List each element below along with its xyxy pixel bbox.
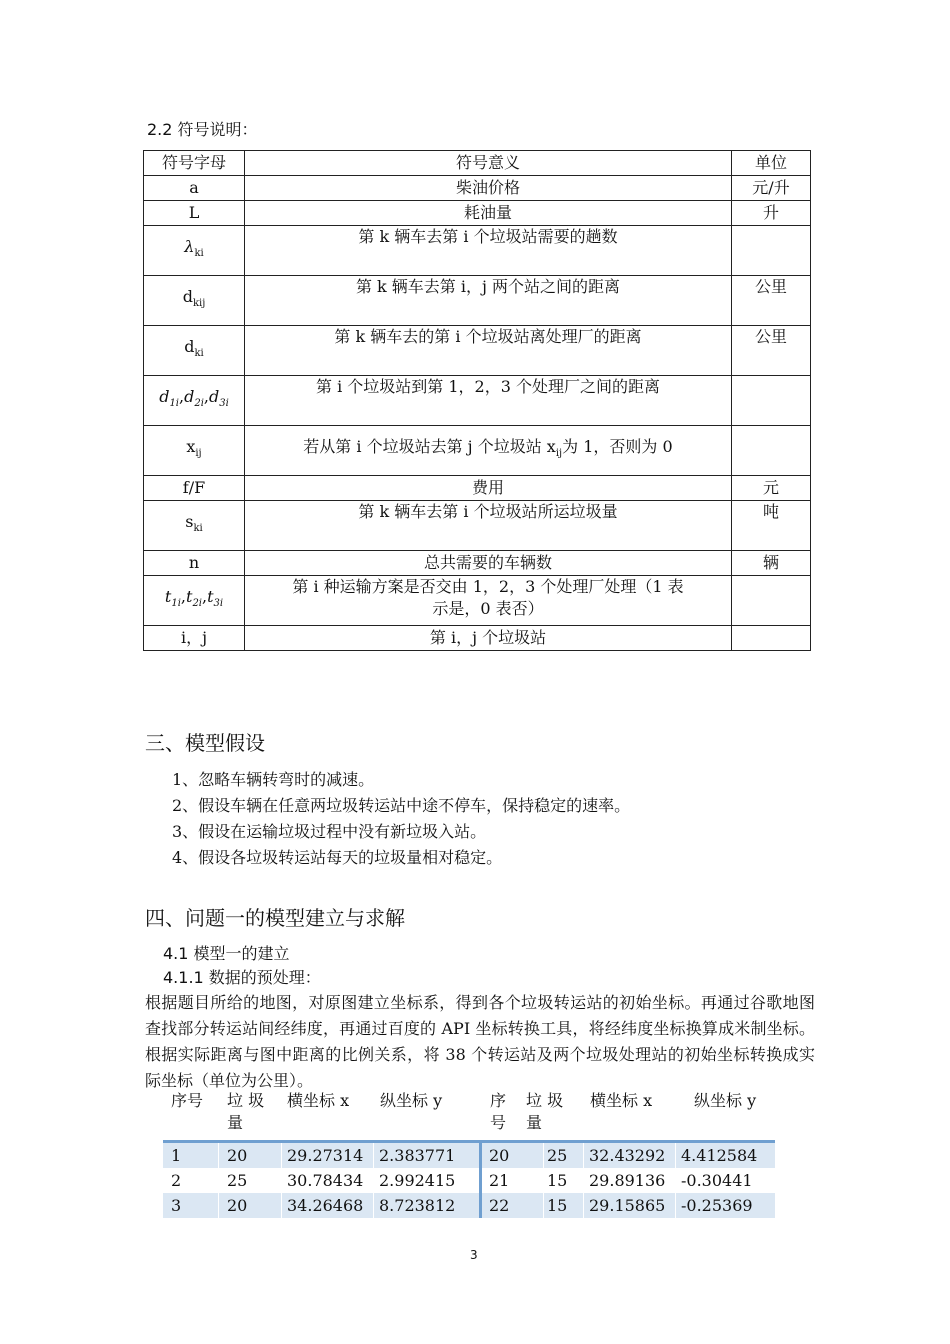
col-header-no: 序号 <box>171 1091 204 1110</box>
symbol-subscript: 3i <box>213 598 224 609</box>
unit-cell <box>732 626 811 651</box>
symbol-cell <box>144 501 245 551</box>
cell-y: -0.30441 <box>681 1171 753 1190</box>
meaning-cell: 第 i，j 个垃圾站 <box>245 626 732 651</box>
meaning-cell: 柴油价格 <box>245 176 732 201</box>
header-unit: 单位 <box>732 151 811 176</box>
meaning-cell: 第 k 辆车去第 i，j 两个站之间的距离 <box>245 276 732 326</box>
subsection-title: 4.1.1 数据的预处理： <box>163 968 321 987</box>
unit-cell: 吨 <box>732 501 811 551</box>
col-header-y: 纵坐标 y <box>380 1091 443 1110</box>
cell-y: 2.383771 <box>379 1146 456 1165</box>
cell-y: -0.25369 <box>681 1196 753 1215</box>
cell-amount: 15 <box>547 1171 568 1190</box>
symbol-cell <box>144 426 245 476</box>
cell-amount: 25 <box>227 1171 248 1190</box>
symbol-cell: n <box>144 551 245 576</box>
symbol-cell <box>144 226 245 276</box>
meaning-cell <box>245 576 732 626</box>
symbol-subscript: 2i <box>192 598 202 609</box>
cell-amount: 20 <box>227 1196 248 1215</box>
symbol-cell: $t_{1i},t_{2i},t_{3i}$ <box>144 576 245 626</box>
table-row <box>144 326 811 376</box>
meaning-line: 第 i 种运输方案是否交由 1，2，3 个处理厂处理（1 表 <box>292 577 684 596</box>
body-paragraph: 根据题目所给的地图，对原图建立坐标系，得到各个垃圾转运站的初始坐标。再通过谷歌地图查找部分转运站间经纬度，再通过百度的 API 坐标转换工具，将经纬度坐标换算成米制坐标。根据实际距离与图中距离的比例关系，将 38 个转运站及两个垃圾处理站的初始坐标转换成实际坐标（单位为公里）。 <box>145 993 815 1090</box>
cell-y: 4.412584 <box>681 1146 758 1165</box>
symbol-base: x <box>186 437 196 456</box>
symbol-base: λ <box>184 237 195 256</box>
symbols-table <box>143 150 811 651</box>
symbol-cell: f/F <box>144 476 245 501</box>
unit-cell: 公里 <box>732 276 811 326</box>
table-row <box>144 626 811 651</box>
col-header-amount <box>227 1090 264 1134</box>
column-divider <box>675 1143 676 1218</box>
cell-no: 1 <box>171 1146 182 1165</box>
unit-cell: 公里 <box>732 326 811 376</box>
section-heading-2-2: 2.2 符号说明： <box>147 120 258 139</box>
cell-no: 2 <box>171 1171 182 1190</box>
unit-cell: 元/升 <box>732 176 811 201</box>
table-row <box>144 201 811 226</box>
header-symbol: 符号字母 <box>144 151 245 176</box>
symbol-base: d <box>184 387 195 406</box>
meaning-cell: 第 k 辆车去的第 i 个垃圾站离处理厂的距离 <box>245 326 732 376</box>
col-header-amount <box>526 1090 563 1134</box>
symbol-base: t <box>207 587 214 606</box>
col-header-line: 垃 圾 <box>227 1091 265 1110</box>
symbol-base: d <box>159 387 170 406</box>
col-header-line: 号 <box>490 1113 507 1132</box>
col-header-no <box>490 1090 506 1134</box>
col-header-line: 量 <box>526 1113 543 1132</box>
col-header-y: 纵坐标 y <box>694 1091 757 1110</box>
meaning-cell <box>245 426 732 476</box>
unit-cell <box>732 426 811 476</box>
col-header-x: 横坐标 x <box>590 1091 653 1110</box>
symbol-cell: i，j <box>144 626 245 651</box>
section-title-assumptions: 三、模型假设 <box>145 731 265 755</box>
symbol-subscript: 1i <box>171 598 181 609</box>
column-divider <box>281 1143 282 1218</box>
cell-no: 21 <box>489 1171 510 1190</box>
col-header-line: 垃 圾 <box>526 1091 564 1110</box>
table-header-row <box>144 151 811 176</box>
table-row <box>144 226 811 276</box>
table-row <box>144 476 811 501</box>
header-meaning: 符号意义 <box>245 151 732 176</box>
assumption-item: 1、忽略车辆转弯时的减速。 <box>172 770 375 789</box>
cell-no: 3 <box>171 1196 182 1215</box>
cell-x: 30.78434 <box>287 1171 364 1190</box>
meaning-cell: 总共需要的车辆数 <box>245 551 732 576</box>
col-header-line: 序 <box>490 1091 507 1110</box>
table-row <box>144 551 811 576</box>
cell-x: 34.26468 <box>287 1196 364 1215</box>
meaning-cell: 第 k 辆车去第 i 个垃圾站需要的趟数 <box>245 226 732 276</box>
column-divider <box>583 1143 584 1218</box>
cell-no: 20 <box>489 1146 510 1165</box>
unit-cell <box>732 226 811 276</box>
meaning-cell: 耗油量 <box>245 201 732 226</box>
section-title-problem-one: 四、问题一的模型建立与求解 <box>145 906 405 930</box>
symbol-base: d <box>184 337 195 356</box>
cell-y: 2.992415 <box>379 1171 456 1190</box>
meaning-cell: 第 k 辆车去第 i 个垃圾站所运垃圾量 <box>245 501 732 551</box>
cell-x: 29.89136 <box>589 1171 666 1190</box>
table-row <box>144 176 811 201</box>
meaning-cell: 费用 <box>245 476 732 501</box>
symbol-cell: a <box>144 176 245 201</box>
symbol-cell: L <box>144 201 245 226</box>
symbol-base: t <box>186 587 193 606</box>
symbol-subscript: kij <box>192 298 206 309</box>
table-row <box>144 426 811 476</box>
subsection-title: 4.1 模型一的建立 <box>163 944 290 963</box>
cell-amount: 20 <box>227 1146 248 1165</box>
table-row <box>144 276 811 326</box>
table-row <box>144 376 811 426</box>
assumption-item: 4、假设各垃圾转运站每天的垃圾量相对稳定。 <box>172 848 503 867</box>
symbol-cell: $d_{1i},d_{2i},d_{3i}$ <box>144 376 245 426</box>
col-header-line: 量 <box>227 1113 244 1132</box>
page-number: 3 <box>470 1248 478 1262</box>
meaning-cell: 第 i 个垃圾站到第 1，2，3 个处理厂之间的距离 <box>245 376 732 426</box>
column-divider <box>373 1143 374 1218</box>
symbol-cell <box>144 276 245 326</box>
symbol-base: d <box>209 387 220 406</box>
unit-cell: 升 <box>732 201 811 226</box>
symbol-base: s <box>185 512 194 531</box>
unit-cell <box>732 576 811 626</box>
cell-x: 29.15865 <box>589 1196 666 1215</box>
cell-x: 29.27314 <box>287 1146 364 1165</box>
cell-amount: 25 <box>547 1146 568 1165</box>
unit-cell <box>732 376 811 426</box>
meaning-line: 示是，0 表否） <box>432 599 544 618</box>
cell-x: 32.43292 <box>589 1146 666 1165</box>
unit-cell: 辆 <box>732 551 811 576</box>
symbol-base: d <box>182 287 193 306</box>
assumption-item: 2、假设车辆在任意两垃圾转运站中途不停车，保持稳定的速率。 <box>172 796 631 815</box>
symbol-subscript: ki <box>194 348 204 359</box>
assumption-item: 3、假设在运输垃圾过程中没有新垃圾入站。 <box>172 822 487 841</box>
coordinates-table <box>163 1140 775 1218</box>
symbol-subscript: 1i <box>169 398 179 409</box>
table-row <box>144 501 811 551</box>
meaning-text: 为 1，否则为 0 <box>562 437 673 456</box>
col-header-x: 横坐标 x <box>287 1091 350 1110</box>
symbol-subscript: 2i <box>194 398 204 409</box>
meaning-subscript: ij <box>555 448 563 459</box>
cell-y: 8.723812 <box>379 1196 456 1215</box>
cell-amount: 15 <box>547 1196 568 1215</box>
column-divider <box>543 1143 544 1218</box>
table-row <box>144 576 811 626</box>
symbol-cell <box>144 326 245 376</box>
symbol-subscript: ki <box>193 523 203 534</box>
column-divider <box>218 1143 219 1218</box>
symbol-subscript: 3i <box>219 398 229 409</box>
unit-cell: 元 <box>732 476 811 501</box>
symbol-base: t <box>164 587 172 606</box>
symbol-subscript: ij <box>195 448 202 459</box>
cell-no: 22 <box>489 1196 510 1215</box>
symbol-subscript: ki <box>194 248 204 259</box>
table-center-rule <box>479 1140 482 1218</box>
meaning-text: 若从第 i 个垃圾站去第 j 个垃圾站 x <box>303 437 556 456</box>
